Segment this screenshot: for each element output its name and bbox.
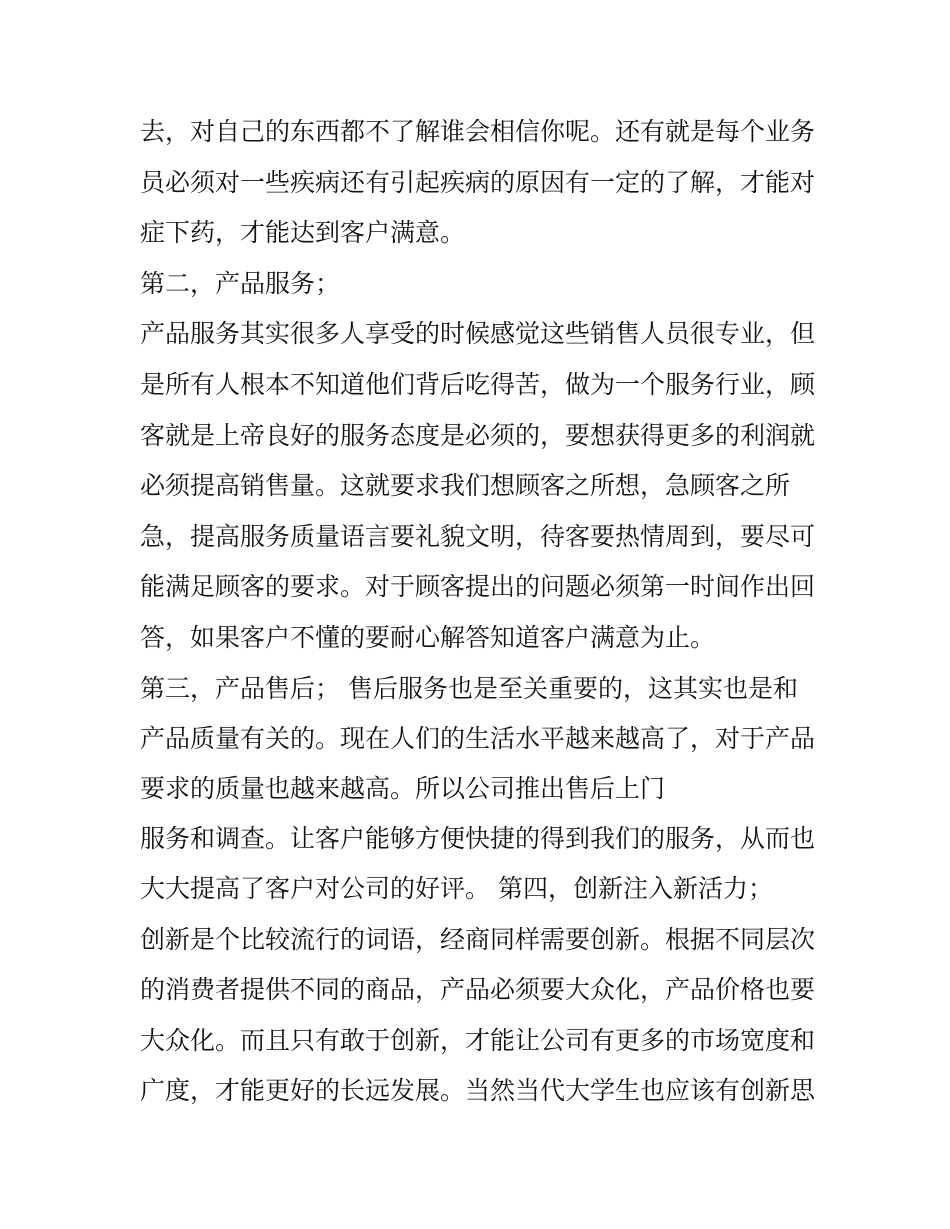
text-line: 急，提高服务质量语言要礼貌文明，待客要热情周到，要尽可 — [140, 522, 816, 551]
text-line: 服务和调查。让客户能够方便快捷的得到我们的服务，从而也 — [140, 824, 816, 853]
text-line: 广度，才能更好的长远发展。当然当代大学生也应该有创新思 — [140, 1076, 816, 1105]
text-line: 员必须对一些疾病还有引起疾病的原因有一定的了解，才能对 — [140, 168, 816, 197]
text-line: 答，如果客户不懂的要耐心解答知道客户满意为止。 — [140, 623, 716, 652]
text-line: 必须提高销售量。这就要求我们想顾客之所想，急顾客之所 — [140, 471, 791, 500]
text-line: 是所有人根本不知道他们背后吃得苦，做为一个服务行业，顾 — [140, 370, 816, 399]
text-line: 大大提高了客户对公司的好评。 第四，创新注入新活力； — [140, 874, 773, 903]
text-line: 客就是上帝良好的服务态度是必须的，要想获得更多的利润就 — [140, 421, 816, 450]
section-heading: 第二，产品服务； — [140, 269, 341, 298]
text-line: 症下药，才能达到客户满意。 — [140, 218, 466, 247]
text-line: 大众化。而且只有敢于创新，才能让公司有更多的市场宽度和 — [140, 1026, 816, 1055]
text-line: 要求的质量也越来越高。所以公司推出售后上门 — [140, 774, 666, 803]
text-line: 第三，产品售后； 售后服务也是至关重要的，这其实也是和 — [140, 674, 798, 703]
text-line: 产品服务其实很多人享受的时候感觉这些销售人员很专业，但 — [140, 319, 816, 348]
text-line: 能满足顾客的要求。对于顾客提出的问题必须第一时间作出回 — [140, 572, 816, 601]
text-line: 创新是个比较流行的词语，经商同样需要创新。根据不同层次 — [140, 925, 816, 954]
text-line: 去，对自己的东西都不了解谁会相信你呢。还有就是每个业务 — [140, 117, 816, 146]
text-line: 产品质量有关的。现在人们的生活水平越来越高了，对于产品 — [140, 724, 816, 753]
text-line: 的消费者提供不同的商品，产品必须要大众化，产品价格也要 — [140, 975, 816, 1004]
